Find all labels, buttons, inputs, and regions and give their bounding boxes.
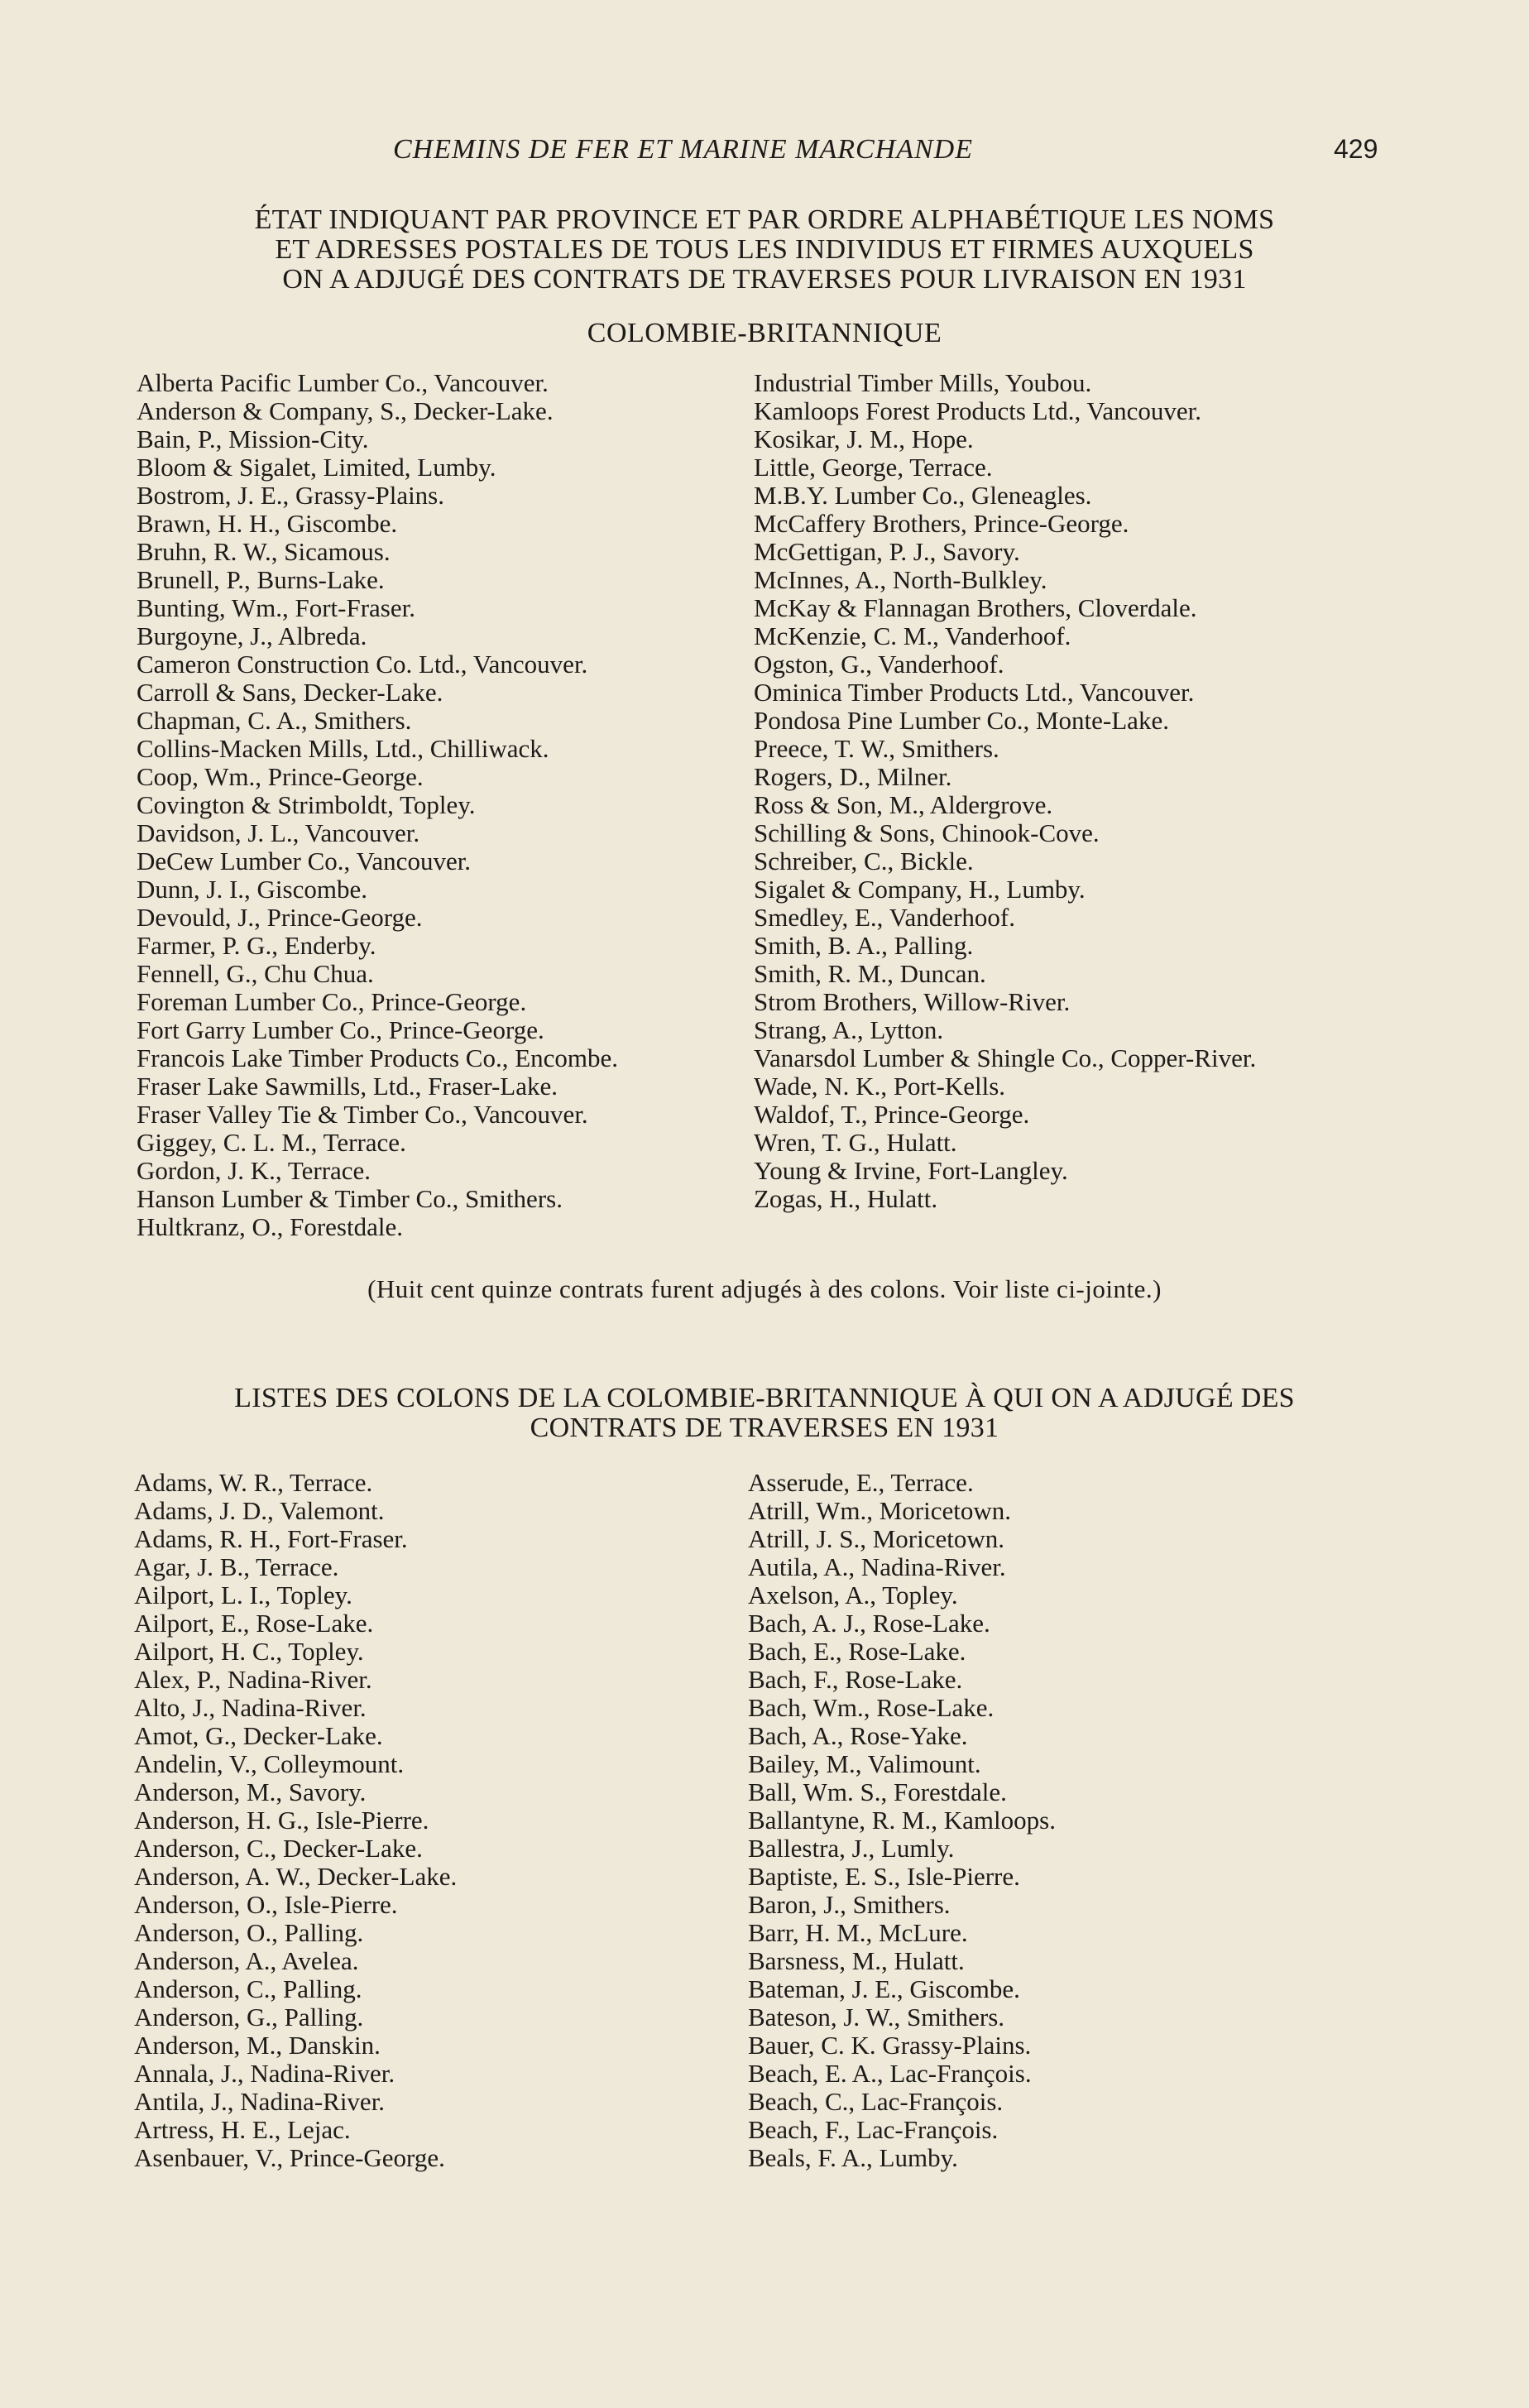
list-item: Covington & Strimboldt, Topley. [137,790,476,819]
list-item: Alto, J., Nadina-River. [134,1693,367,1722]
list-item: Anderson, C., Palling. [134,1974,362,2003]
list-item: Bunting, Wm., Fort-Fraser. [137,593,415,622]
list-item: Coop, Wm., Prince-George. [137,762,424,791]
list-item: Bostrom, J. E., Grassy-Plains. [137,481,444,510]
list-item: Atrill, J. S., Moricetown. [748,1524,1004,1553]
contractor-list-left [137,369,732,1241]
list-item: Anderson, A. W., Decker-Lake. [134,1862,458,1891]
heading-line: ET ADRESSES POSTALES DE TOUS LES INDIVIDUS ET FIRMES AUXQUELS [275,234,1254,265]
list-item: Smith, R. M., Duncan. [754,959,986,988]
list-item: Bauer, C. K. Grassy-Plains. [748,2031,1032,2060]
list-item: Anderson, M., Savory. [134,1777,367,1806]
list-item: Bain, P., Mission-City. [137,425,369,453]
list-item: Antila, J., Nadina-River. [134,2087,386,2116]
list-item: M.B.Y. Lumber Co., Gleneagles. [754,481,1092,510]
list-item: Axelson, A., Topley. [748,1581,958,1609]
list-item: Bruhn, R. W., Sicamous. [137,537,391,566]
list-item: Bach, A. J., Rose-Lake. [748,1609,990,1638]
list-item: Farmer, P. G., Enderby. [137,931,376,960]
list-item: Adams, J. D., Valemont. [134,1496,385,1525]
list-item: Collins-Macken Mills, Ltd., Chilliwack. [137,734,549,763]
list-item: Preece, T. W., Smithers. [754,734,999,763]
list-item: Fennell, G., Chu Chua. [137,959,374,988]
list-item: Alberta Pacific Lumber Co., Vancouver. [137,368,549,397]
list-item: Beach, F., Lac-François. [748,2115,999,2144]
list-item: Beals, F. A., Lumby. [748,2143,958,2172]
list-item: Strom Brothers, Willow-River. [754,987,1071,1016]
list-item: Ross & Son, M., Aldergrove. [754,790,1053,819]
list-item: McCaffery Brothers, Prince-George. [754,509,1129,538]
list-item: Brawn, H. H., Giscombe. [137,509,398,538]
list-item: Bach, E., Rose-Lake. [748,1637,966,1666]
list-item: Pondosa Pine Lumber Co., Monte-Lake. [754,706,1169,735]
settlers-note: (Huit cent quinze contrats furent adjugés à des colons. Voir liste ci-jointe.) [367,1274,1162,1303]
list-item: Baptiste, E. S., Isle-Pierre. [748,1862,1020,1891]
list-item: Ailport, L. I., Topley. [134,1581,352,1609]
list-item: Anderson, G., Palling. [134,2003,364,2031]
list-item: Devould, J., Prince-George. [137,903,423,932]
list-item: Cameron Construction Co. Ltd., Vancouver. [137,650,588,679]
section-heading-contracts [132,205,1397,295]
list-item: Industrial Timber Mills, Youbou. [754,368,1092,397]
list-item: Bach, A., Rose-Yake. [748,1721,968,1750]
list-item: Ogston, G., Vanderhoof. [754,650,1004,679]
list-item: Bloom & Sigalet, Limited, Lumby. [137,453,496,482]
list-item: Fraser Lake Sawmills, Ltd., Fraser-Lake. [137,1072,558,1101]
list-item: Baron, J., Smithers. [748,1890,951,1919]
heading-line: ÉTAT INDIQUANT PAR PROVINCE ET PAR ORDRE ALPHABÉTIQUE LES NOMS [254,204,1275,235]
list-item: Smedley, E., Vanderhoof. [754,903,1015,932]
list-item: Bateman, J. E., Giscombe. [748,1974,1020,2003]
list-item: Alex, P., Nadina-River. [134,1665,372,1694]
running-title: CHEMINS DE FER ET MARINE MARCHANDE [393,134,974,165]
list-item: Hultkranz, O., Forestdale. [137,1212,403,1241]
list-item: Anderson, A., Avelea. [134,1946,359,1975]
list-item: Barsness, M., Hulatt. [748,1946,965,1975]
list-item: McInnes, A., North-Bulkley. [754,565,1047,594]
page-number: 429 [1334,134,1378,164]
list-item: Foreman Lumber Co., Prince-George. [137,987,527,1016]
page-header [0,134,1529,175]
list-item: Gordon, J. K., Terrace. [137,1156,371,1185]
heading-line: ON A ADJUGÉ DES CONTRATS DE TRAVERSES POUR LIVRAISON EN 1931 [282,264,1247,295]
province-title: COLOMBIE-BRITANNIQUE [587,318,942,348]
list-item: Asenbauer, V., Prince-George. [134,2143,445,2172]
list-item: Chapman, C. A., Smithers. [137,706,412,735]
list-item: Ailport, H. C., Topley. [134,1637,364,1666]
list-item: Ominica Timber Products Ltd., Vancouver. [754,678,1195,707]
list-item: Amot, G., Decker-Lake. [134,1721,383,1750]
list-item: McKay & Flannagan Brothers, Cloverdale. [754,593,1197,622]
list-item: Annala, J., Nadina-River. [134,2059,395,2088]
list-item: DeCew Lumber Co., Vancouver. [137,847,472,875]
list-item: Giggey, C. L. M., Terrace. [137,1128,406,1157]
list-item: Andelin, V., Colleymount. [134,1749,405,1778]
list-item: Schilling & Sons, Chinook-Cove. [754,818,1100,847]
list-item: Adams, W. R., Terrace. [134,1468,373,1497]
list-item: Schreiber, C., Bickle. [754,847,974,875]
list-item: Young & Irvine, Fort-Langley. [754,1156,1068,1185]
list-item: Autila, A., Nadina-River. [748,1552,1006,1581]
list-item: Beach, E. A., Lac-François. [748,2059,1032,2088]
heading-line: CONTRATS DE TRAVERSES EN 1931 [530,1413,999,1443]
list-item: Fraser Valley Tie & Timber Co., Vancouver. [137,1100,588,1129]
list-item: Anderson & Company, S., Decker-Lake. [137,396,554,425]
list-item: Ball, Wm. S., Forestdale. [748,1777,1007,1806]
list-item: Anderson, C., Decker-Lake. [134,1834,423,1863]
list-item: Bach, F., Rose-Lake. [748,1665,963,1694]
list-item: Vanarsdol Lumber & Shingle Co., Copper-River. [754,1043,1257,1072]
list-item: Strang, A., Lytton. [754,1015,944,1044]
list-item: Bach, Wm., Rose-Lake. [748,1693,995,1722]
list-item: Dunn, J. I., Giscombe. [137,875,367,904]
list-item: Ailport, E., Rose-Lake. [134,1609,374,1638]
list-item: McGettigan, P. J., Savory. [754,537,1020,566]
list-item: Ballantyne, R. M., Kamloops. [748,1806,1056,1835]
list-item: Anderson, H. G., Isle-Pierre. [134,1806,429,1835]
list-item: Adams, R. H., Fort-Fraser. [134,1524,408,1553]
list-item: Brunell, P., Burns-Lake. [137,565,385,594]
list-item: Anderson, O., Palling. [134,1918,364,1947]
list-item: Hanson Lumber & Timber Co., Smithers. [137,1184,563,1213]
list-item: Wade, N. K., Port-Kells. [754,1072,1006,1101]
list-item: Wren, T. G., Hulatt. [754,1128,957,1157]
list-item: Zogas, H., Hulatt. [754,1184,938,1213]
list-item: Anderson, O., Isle-Pierre. [134,1890,398,1919]
list-item: Davidson, J. L., Vancouver. [137,818,420,847]
settler-list-left [134,1469,730,2172]
list-item: Anderson, M., Danskin. [134,2031,381,2060]
list-item: Fort Garry Lumber Co., Prince-George. [137,1015,544,1044]
list-item: Barr, H. M., McLure. [748,1918,968,1947]
list-item: Rogers, D., Milner. [754,762,952,791]
section-heading-settlers [132,1384,1397,1443]
list-item: Bailey, M., Valimount. [748,1749,981,1778]
list-item: Kosikar, J. M., Hope. [754,425,974,453]
list-item: Bateson, J. W., Smithers. [748,2003,1005,2031]
list-item: McKenzie, C. M., Vanderhoof. [754,621,1071,650]
list-item: Smith, B. A., Palling. [754,931,974,960]
list-item: Burgoyne, J., Albreda. [137,621,367,650]
contractor-list-right [754,369,1354,1213]
list-item: Beach, C., Lac-François. [748,2087,1004,2116]
list-item: Atrill, Wm., Moricetown. [748,1496,1011,1525]
list-item: Asserude, E., Terrace. [748,1468,974,1497]
list-item: Little, George, Terrace. [754,453,993,482]
settler-list-right [748,1469,1348,2172]
list-item: Carroll & Sans, Decker-Lake. [137,678,443,707]
list-item: Ballestra, J., Lumly. [748,1834,955,1863]
heading-line: LISTES DES COLONS DE LA COLOMBIE-BRITANNIQUE À QUI ON A ADJUGÉ DES [234,1383,1295,1413]
list-item: Artress, H. E., Lejac. [134,2115,351,2144]
list-item: Kamloops Forest Products Ltd., Vancouver. [754,396,1202,425]
list-item: Francois Lake Timber Products Co., Encombe. [137,1043,619,1072]
list-item: Sigalet & Company, H., Lumby. [754,875,1086,904]
list-item: Agar, J. B., Terrace. [134,1552,339,1581]
list-item: Waldof, T., Prince-George. [754,1100,1030,1129]
